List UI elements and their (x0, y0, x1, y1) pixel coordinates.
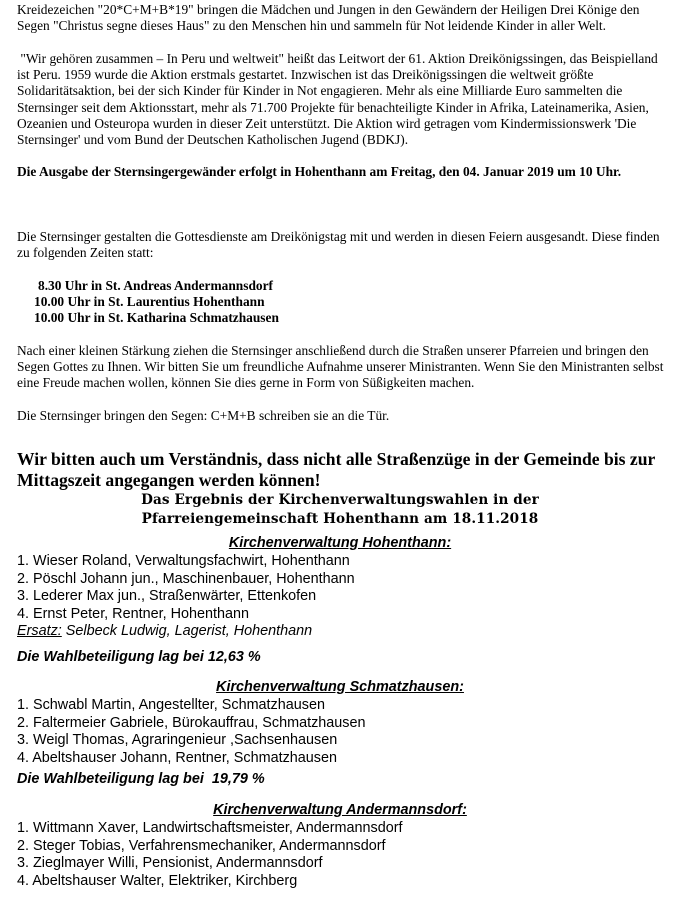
service-time-schmatzhausen: 10.00 Uhr in St. Katharina Schmatzhausen (34, 310, 279, 326)
ersatz-label: Ersatz: (17, 623, 62, 640)
understanding-notice: Wir bitten auch um Verständnis, dass nicht alle Straßenzüge in der Gemeinde bis zur Mittagszeit angegangen werden können! (17, 449, 656, 490)
intro-paragraph-chalk: Kreidezeichen "20*C+M+B*19" bringen die Mädchen und Jungen in den Gewändern der Heiligen Drei Könige den Segen "Christus segne dieses Haus" zu den Menschen hin und sammeln für Not leidende Kinder in aller Welt. (17, 2, 640, 34)
list-item: 2. Faltermeier Gabriele, Bürokauffrau, Schmatzhausen (17, 714, 366, 731)
service-times-list (34, 278, 534, 327)
costume-distribution-notice: Die Ausgabe der Sternsingergewänder erfolgt in Hohenthann am Freitag, den 04. Januar 2019 um 10 Uhr. (17, 164, 622, 179)
blessing-paragraph: Die Sternsinger bringen den Segen: C+M+B schreiben sie an die Tür. (17, 408, 390, 423)
list-item: 4. Ernst Peter, Rentner, Hohenthann (17, 605, 249, 622)
list-item: 2. Steger Tobias, Verfahrensmechaniker, Andermannsdorf (17, 837, 386, 854)
list-item: 4. Abeltshauser Johann, Rentner, Schmatzhausen (17, 749, 338, 766)
section-title-hohenthann: Kirchenverwaltung Hohenthann: (228, 535, 452, 551)
after-service-paragraph: Nach einer kleinen Stärkung ziehen die Sternsinger anschließend durch die Straßen unserer Pfarreien und bringen den Segen Gottes zu Ihnen. Wir bitten Sie um freundliche Aufnahme unserer Ministranten. Wenn Sie den Ministranten selbst eine Freude machen wollen, können Sie dies gerne in Form von Süßigkeiten machen. (17, 343, 664, 391)
list-item: 3. Weigl Thomas, Agraringenieur ,Sachsenhausen (17, 732, 338, 749)
list-item: 1. Wittmann Xaver, Landwirtschaftsmeister, Andermannsdorf (17, 820, 403, 836)
list-item: 2. Pöschl Johann jun., Maschinenbauer, Hohenthann (17, 570, 355, 587)
election-results-title-line2: Pfarreiengemeinschaft Hohenthann am 18.11.2018 (141, 510, 539, 527)
service-time-andermannsdorf: 8.30 Uhr in St. Andreas Andermannsdorf (38, 278, 274, 293)
list-item: 3. Zieglmayer Willi, Pensionist, Andermannsdorf (17, 855, 323, 872)
ersatz-entry (17, 623, 667, 641)
services-paragraph: Die Sternsinger gestalten die Gottesdienste am Dreikönigstag mit und werden in diesen Feiern ausgesandt. Diese finden zu folgenden Zeiten statt: (17, 229, 660, 261)
member-list-andermannsdorf (17, 820, 667, 890)
list-item: 1. Wieser Roland, Verwaltungsfachwirt, Hohenthann (17, 553, 350, 569)
list-item: 3. Lederer Max jun., Straßenwärter, Ettenkofen (17, 588, 317, 605)
member-list-hohenthann (17, 553, 667, 641)
member-list-schmatzhausen (17, 697, 667, 767)
turnout-schmatzhausen: Die Wahlbeteiligung lag bei 19,79 % (17, 771, 265, 787)
section-title-schmatzhausen: Kirchenverwaltung Schmatzhausen: (216, 679, 464, 695)
section-title-andermannsdorf: Kirchenverwaltung Andermannsdorf: (213, 802, 467, 818)
turnout-hohenthann: Die Wahlbeteiligung lag bei 12,63 % (17, 649, 261, 665)
list-item: 1. Schwabl Martin, Angestellter, Schmatzhausen (17, 697, 325, 713)
election-results-title-line1: Das Ergebnis der Kirchenverwaltungswahlen in der (141, 492, 539, 508)
election-results-title (80, 491, 600, 528)
service-time-hohenthann: 10.00 Uhr in St. Laurentius Hohenthann (34, 294, 265, 310)
ersatz-text: Selbeck Ludwig, Lagerist, Hohenthann (61, 623, 313, 640)
list-item: 4. Abeltshauser Walter, Elektriker, Kirchberg (17, 872, 298, 889)
intro-paragraph-motto: "Wir gehören zusammen – In Peru und weltweit" heißt das Leitwort der 61. Aktion Dreikönigssingen, das Beispielland ist Peru. 1959 wurde die Aktion erstmals gestartet. Inzwischen ist das Dreikönigssingen die weltweit größte Solidaritätsaktion, bei der sich Kinder für Kinder in Not engagieren. Mehr als eine Milliarde Euro sammelten die Sternsinger seit dem Aktionsstart, mehr als 71.700 Projekte für benachteiligte Kinder in Afrika, Lateinamerika, Asien, Ozeanien und Osteuropa wurden in dieser Zeit unterstützt. Die Aktion wird getragen vom Kindermissionswerk 'Die Sternsinger' und vom Bund der Deutschen Katholischen Jugend (BDKJ). (17, 51, 662, 148)
